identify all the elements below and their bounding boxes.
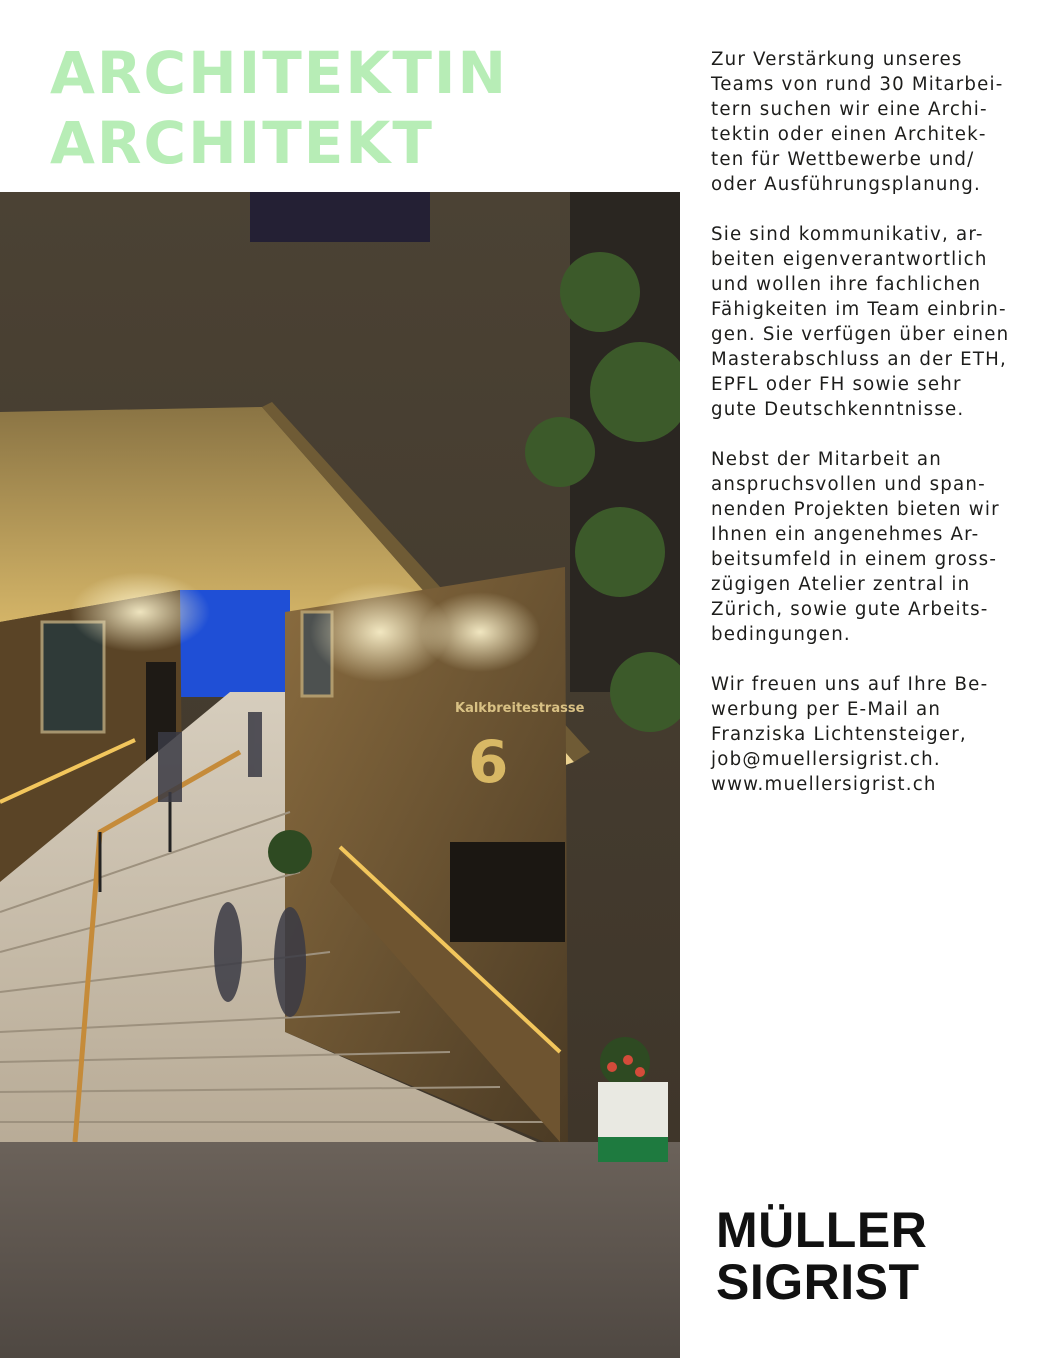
job-title-heading: [50, 38, 508, 178]
job-title-line-2: ARCHITEKT: [50, 109, 434, 177]
job-title-line-1: ARCHITEKTIN: [50, 39, 509, 107]
house-number: 6: [468, 728, 509, 796]
paragraph-requirements: Sie sind kommunikativ, ar- beiten eigenverantwortlich und wollen ihre fachlichen Fähigkeiten im Team einbrin- gen. Sie verfügen über einen Masterabschluss an der ETH, EPFL oder FH sowie sehr gute Deutschkenntnisse.: [711, 224, 1010, 420]
logo-line-2: SIGRIST: [716, 1254, 920, 1310]
paragraph-contact: Wir freuen uns auf Ihre Be- werbung per E-Mail an Franziska Lichtensteiger, job@muellersigrist.ch. www.muellersigrist.ch: [711, 674, 989, 795]
paragraph-intro: Zur Verstärkung unseres Teams von rund 30 Mitarbei- tern suchen wir eine Archi- tektin oder einen Architek- ten für Wettbewerbe und/ oder Ausführungsplanung.: [711, 49, 1004, 195]
logo-line-1: MÜLLER: [716, 1202, 928, 1258]
job-description: [711, 47, 1031, 822]
paragraph-offer: Nebst der Mitarbeit an anspruchsvollen und span- nenden Projekten bieten wir Ihnen ein angenehmes Ar- beitsumfeld in einem gross- zügigen Atelier zentral in Zürich, sowie gute Arbeits- bedingungen.: [711, 449, 1000, 645]
company-logo: [716, 1204, 927, 1308]
street-sign: Kalkbreitestrasse: [455, 701, 585, 716]
building-photo: [0, 192, 680, 1358]
